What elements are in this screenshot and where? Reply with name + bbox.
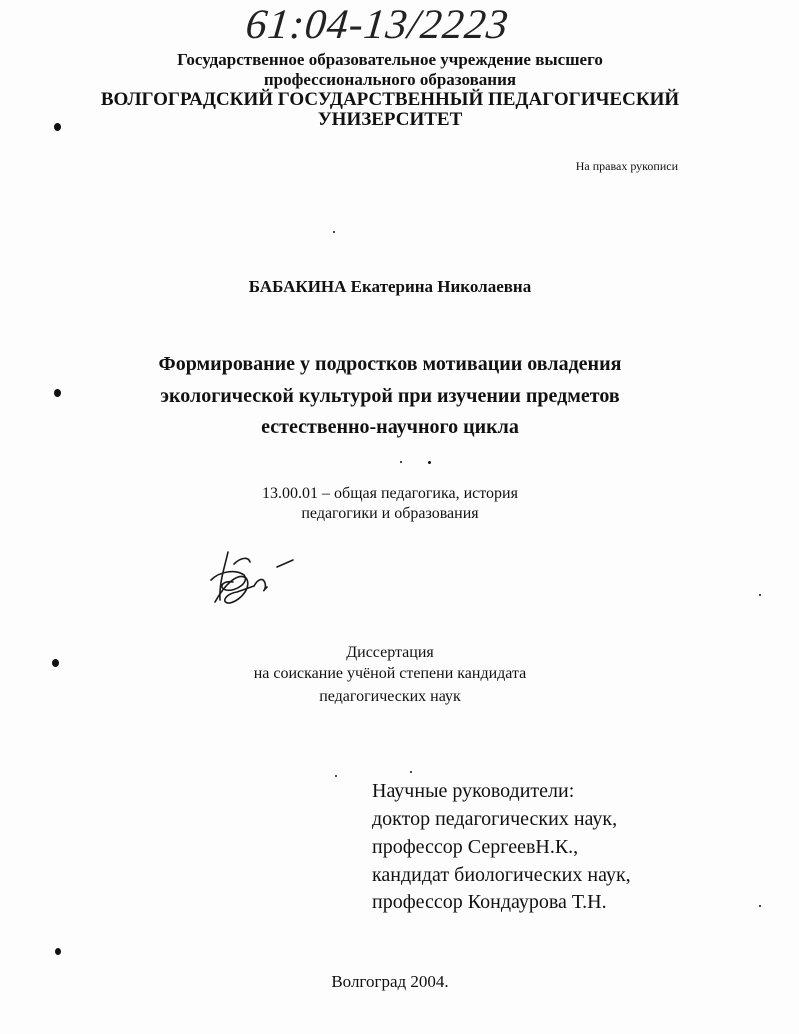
title-line-3: естественно-научного цикла [261, 416, 519, 438]
institution-type-line-1: Государственное образовательное учреждение высшего [177, 50, 603, 69]
supervisors-heading: Научные руководители: [372, 780, 575, 802]
degree-line-3: педагогических наук [319, 688, 461, 705]
handwritten-signature [206, 542, 301, 612]
title-line-1: Формирование у подростков мотивации овладения [158, 353, 622, 375]
degree-line-2: на соискание учёной степени кандидата [253, 665, 527, 682]
scan-speck [335, 775, 337, 777]
scan-speck [759, 594, 761, 596]
scan-speck [400, 461, 402, 463]
scan-speck [55, 948, 61, 955]
scan-speck [54, 389, 61, 397]
manuscript-rights-note: На правах рукописи [575, 159, 678, 173]
specialty-line-1: 13.00.01 – общая педагогика, история [262, 485, 518, 502]
institution-type-line-2: профессионального образования [263, 70, 517, 89]
city-and-year: Волгоград 2004. [331, 972, 449, 991]
scan-speck [428, 461, 431, 464]
scan-speck [333, 231, 335, 233]
supervisor-2-degree: кандидат биологических наук, [372, 864, 631, 886]
degree-line-1: Диссертация [346, 644, 434, 661]
title-line-2: экологической культурой при изучении предметов [160, 385, 620, 407]
scan-speck [759, 905, 761, 907]
scan-speck [410, 771, 412, 773]
supervisor-2-name: профессор Кондаурова Т.Н. [372, 891, 607, 913]
author-name: БАБАКИНА Екатерина Николаевна [248, 277, 532, 296]
scan-speck [52, 659, 59, 667]
university-name-line-1: ВОЛГОГРАДСКИЙ ГОСУДАРСТВЕННЫЙ ПЕДАГОГИЧЕСКИЙ [100, 89, 680, 110]
university-name-line-2: УНИЗЕРСИТЕТ [317, 109, 463, 130]
scan-speck [54, 123, 61, 131]
supervisor-1-name: профессор СергеевН.К., [372, 836, 579, 858]
supervisor-1-degree: доктор педагогических наук, [372, 808, 618, 830]
handwritten-archive-number: 61:04-13/2223 [243, 2, 512, 48]
specialty-line-2: педагогики и образования [301, 505, 479, 522]
